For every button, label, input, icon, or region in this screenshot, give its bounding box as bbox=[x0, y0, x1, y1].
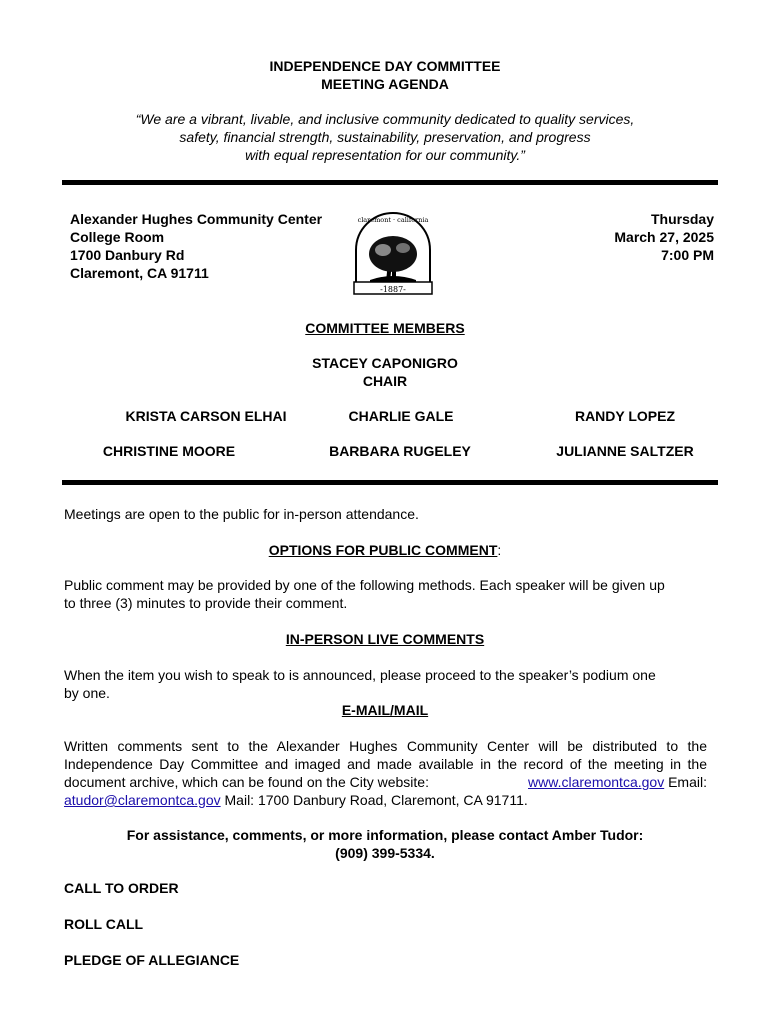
assistance-block bbox=[0, 826, 770, 862]
options-text bbox=[64, 576, 707, 612]
venue-name: Alexander Hughes Community Center bbox=[70, 211, 323, 227]
title-line-1: INDEPENDENCE DAY COMMITTEE bbox=[269, 58, 501, 74]
meeting-time: 7:00 PM bbox=[661, 247, 714, 263]
inperson-text-line-2: by one. bbox=[64, 685, 110, 701]
mission-line-2: safety, financial strength, sustainability, preservation, and progress bbox=[179, 129, 591, 145]
options-heading: OPTIONS FOR PUBLIC COMMENT bbox=[268, 542, 498, 558]
inperson-text bbox=[64, 666, 707, 702]
city-seal-icon bbox=[350, 210, 436, 296]
assistance-phone: (909) 399-5334. bbox=[335, 845, 435, 861]
meeting-date: March 27, 2025 bbox=[614, 229, 714, 245]
top-divider bbox=[62, 180, 718, 185]
written-line-1: Written comments sent to the Alexander Hughes Community Center will be distributed to the bbox=[64, 738, 707, 754]
datetime-block bbox=[560, 210, 714, 264]
seal-year: -1887- bbox=[380, 285, 406, 294]
mail-address: Mail: 1700 Danbury Road, Claremont, CA 91711. bbox=[224, 792, 528, 808]
agenda-item: PLEDGE OF ALLEGIANCE bbox=[64, 952, 240, 968]
member-name: KRISTA CARSON ELHAI bbox=[125, 408, 287, 424]
chair-name: STACEY CAPONIGRO bbox=[312, 355, 458, 371]
document-title bbox=[0, 57, 770, 93]
street-address: 1700 Danbury Rd bbox=[70, 247, 185, 263]
options-text-line-2: to three (3) minutes to provide their comment. bbox=[64, 595, 348, 611]
mission-line-3: with equal representation for our community.” bbox=[245, 147, 525, 163]
location-block bbox=[70, 210, 322, 282]
member-name: RANDY LOPEZ bbox=[574, 408, 676, 424]
written-line-3 bbox=[64, 773, 707, 791]
mission-line-1: “We are a vibrant, livable, and inclusive community dedicated to quality services, bbox=[135, 111, 635, 127]
committee-heading: COMMITTEE MEMBERS bbox=[305, 320, 465, 336]
email-heading: E-MAIL/MAIL bbox=[341, 702, 429, 718]
options-heading-row bbox=[0, 541, 770, 559]
member-name: CHARLIE GALE bbox=[348, 408, 454, 424]
email-label: Email: bbox=[668, 774, 707, 790]
member-name: JULIANNE SALTZER bbox=[556, 443, 694, 459]
bottom-divider bbox=[62, 480, 718, 485]
written-line-4 bbox=[64, 791, 707, 809]
meeting-day: Thursday bbox=[650, 211, 714, 227]
inperson-heading: IN-PERSON LIVE COMMENTS bbox=[285, 631, 485, 647]
chair-title: CHAIR bbox=[362, 373, 408, 389]
title-line-2: MEETING AGENDA bbox=[321, 76, 449, 92]
chair-block bbox=[0, 354, 770, 390]
website-link[interactable]: www.claremontca.gov bbox=[528, 774, 665, 790]
open-meeting-text: Meetings are open to the public for in-person attendance. bbox=[64, 506, 419, 522]
mission-statement bbox=[0, 110, 770, 164]
member-name: BARBARA RUGELEY bbox=[329, 443, 471, 459]
inperson-text-line-1: When the item you wish to speak to is announced, please proceed to the speaker’s podium one bbox=[64, 667, 656, 683]
assistance-line-1: For assistance, comments, or more information, please contact Amber Tudor: bbox=[126, 827, 644, 843]
room-name: College Room bbox=[70, 229, 165, 245]
seal-text: claremont · california bbox=[357, 216, 429, 224]
city-address: Claremont, CA 91711 bbox=[70, 265, 209, 281]
member-name: CHRISTINE MOORE bbox=[102, 443, 236, 459]
written-line-3-text: document archive, which can be found on the City website: bbox=[64, 774, 429, 790]
agenda-item: ROLL CALL bbox=[64, 916, 144, 932]
written-line-2: Independence Day Committee and imaged and made available in the record of the meeting in the bbox=[64, 756, 707, 772]
written-comments-text bbox=[64, 737, 707, 809]
agenda-item: CALL TO ORDER bbox=[64, 880, 179, 896]
options-colon: : bbox=[497, 542, 502, 558]
email-link[interactable]: atudor@claremontca.gov bbox=[64, 792, 221, 808]
options-text-line-1: Public comment may be provided by one of the following methods. Each speaker will be given up bbox=[64, 577, 665, 593]
